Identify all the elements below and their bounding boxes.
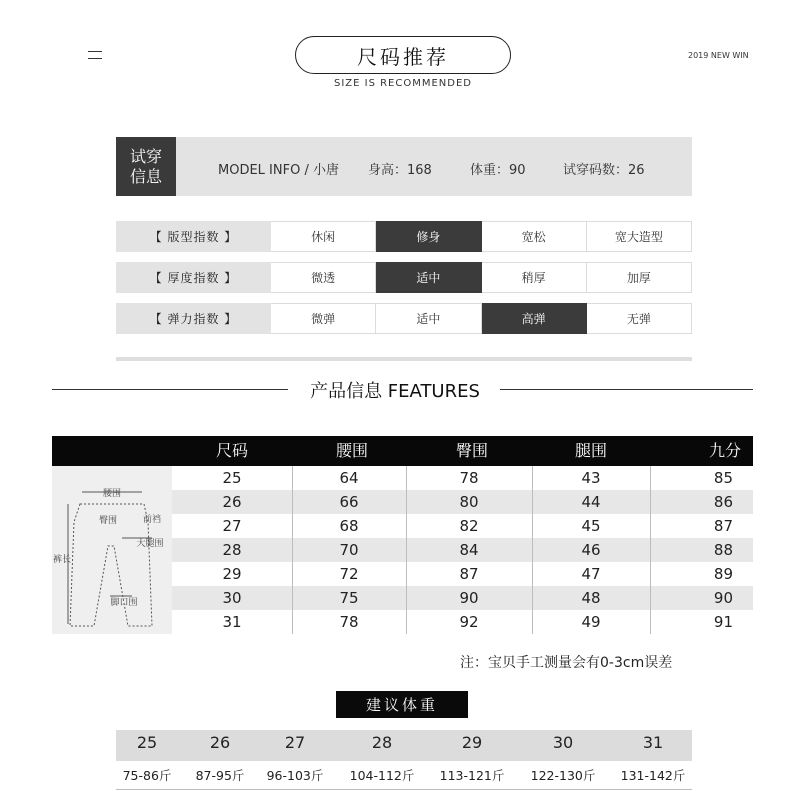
suggested-weight-range: 96-103斤 — [266, 768, 324, 783]
stretch-option-none[interactable]: 无弹 — [587, 303, 692, 334]
bottom-divider — [116, 789, 692, 790]
features-line-right — [500, 389, 753, 390]
model-info-text: MODEL INFO / 小唐 — [218, 163, 339, 178]
cell-hip: 82 — [459, 517, 479, 535]
pants-diagram-panel — [52, 466, 172, 634]
fit-index-row — [116, 221, 692, 252]
diagram-label-length: 裤长 — [52, 555, 72, 565]
model-label-line2: 信息 — [129, 166, 162, 186]
cell-waist: 70 — [339, 541, 359, 559]
section-divider — [116, 357, 692, 361]
suggested-size: 28 — [371, 733, 393, 752]
suggested-weight-range: 75-86斤 — [122, 768, 172, 783]
model-height: 身高：168 — [368, 163, 432, 178]
fit-option-slim[interactable]: 修身 — [376, 221, 481, 252]
fit-option-loose[interactable]: 宽松 — [482, 221, 587, 252]
cell-hip: 90 — [459, 589, 479, 607]
col-header-length: 九分 — [708, 441, 741, 460]
suggested-weight-range: 131-142斤 — [620, 768, 686, 783]
cell-size: 25 — [222, 469, 242, 487]
cell-waist: 72 — [339, 565, 359, 583]
fit-option-oversized[interactable]: 宽大造型 — [587, 221, 692, 252]
stretch-option-high[interactable]: 高弹 — [482, 303, 587, 334]
thickness-option-thick[interactable]: 加厚 — [587, 262, 692, 293]
cell-hip: 78 — [459, 469, 479, 487]
suggested-weight-title: 建议体重 — [336, 691, 468, 718]
thickness-index-label: 【 厚度指数 】 — [116, 262, 271, 293]
cell-length: 86 — [713, 493, 733, 511]
cell-waist: 78 — [339, 613, 359, 631]
col-header-size: 尺码 — [215, 441, 248, 460]
cell-size: 26 — [222, 493, 242, 511]
page-title: 尺码推荐 — [295, 36, 511, 74]
cell-length: 91 — [713, 613, 733, 631]
col-header-thigh: 腿围 — [574, 441, 607, 460]
thickness-option-medium[interactable]: 适中 — [376, 262, 481, 293]
cell-length: 90 — [713, 589, 733, 607]
cell-length: 87 — [713, 517, 733, 535]
diagram-label-waist: 腰围 — [102, 489, 122, 499]
model-size: 试穿码数：26 — [563, 163, 645, 178]
cell-length: 89 — [713, 565, 733, 583]
cell-size: 29 — [222, 565, 242, 583]
cell-thigh: 45 — [581, 517, 601, 535]
fit-index-label: 【 版型指数 】 — [116, 221, 271, 252]
cell-size: 31 — [222, 613, 242, 631]
stretch-option-medium[interactable]: 适中 — [376, 303, 481, 334]
suggested-size: 29 — [461, 733, 483, 752]
cell-hip: 87 — [459, 565, 479, 583]
suggested-size: 25 — [136, 733, 158, 752]
cell-waist: 64 — [339, 469, 359, 487]
diagram-label-hip: 臀围 — [98, 516, 118, 526]
cell-length: 85 — [713, 469, 733, 487]
suggested-weight-range: 104-112斤 — [349, 768, 415, 783]
suggested-weight-range: 87-95斤 — [195, 768, 245, 783]
cell-size: 30 — [222, 589, 242, 607]
measurement-note: 注：宝贝手工测量会有0-3cm误差 — [460, 655, 673, 671]
brand-tag: 2019 NEW WIN — [688, 51, 749, 60]
thickness-index-row — [116, 262, 692, 293]
features-title: 产品信息 FEATURES — [310, 381, 480, 402]
cell-waist: 68 — [339, 517, 359, 535]
stretch-index-label: 【 弹力指数 】 — [116, 303, 271, 334]
suggested-weight-range: 113-121斤 — [439, 768, 505, 783]
cell-hip: 92 — [459, 613, 479, 631]
thickness-option-sheer[interactable]: 微透 — [271, 262, 376, 293]
fit-option-casual[interactable]: 休闲 — [271, 221, 376, 252]
cell-size: 28 — [222, 541, 242, 559]
cell-hip: 84 — [459, 541, 479, 559]
cell-thigh: 43 — [581, 469, 601, 487]
cell-thigh: 49 — [581, 613, 601, 631]
pants-diagram-icon — [52, 466, 172, 634]
stretch-index-row — [116, 303, 692, 334]
suggested-size: 27 — [284, 733, 306, 752]
model-weight: 体重：90 — [470, 163, 526, 178]
suggested-size: 26 — [209, 733, 231, 752]
col-header-waist: 腰围 — [335, 441, 368, 460]
cell-hip: 80 — [459, 493, 479, 511]
suggested-size: 31 — [642, 733, 664, 752]
suggested-size: 30 — [552, 733, 574, 752]
diagram-label-hem: 脚口围 — [110, 598, 138, 608]
cell-thigh: 47 — [581, 565, 601, 583]
model-label-line1: 试穿 — [129, 146, 162, 166]
page-subtitle: SIZE IS RECOMMENDED — [333, 78, 472, 89]
cell-size: 27 — [222, 517, 242, 535]
cell-waist: 75 — [339, 589, 359, 607]
model-info-label — [116, 137, 176, 196]
features-line-left — [52, 389, 288, 390]
cell-waist: 66 — [339, 493, 359, 511]
cell-thigh: 48 — [581, 589, 601, 607]
suggested-weight-range: 122-130斤 — [530, 768, 596, 783]
cell-length: 88 — [713, 541, 733, 559]
diagram-label-thigh: 大腿围 — [136, 539, 164, 549]
stretch-option-slight[interactable]: 微弹 — [271, 303, 376, 334]
col-header-hip: 臀围 — [455, 441, 488, 460]
thickness-option-thicker[interactable]: 稍厚 — [482, 262, 587, 293]
cell-thigh: 44 — [581, 493, 601, 511]
diagram-label-front-rise: 前裆 — [142, 515, 162, 525]
menu-icon[interactable] — [88, 49, 102, 61]
cell-thigh: 46 — [581, 541, 601, 559]
